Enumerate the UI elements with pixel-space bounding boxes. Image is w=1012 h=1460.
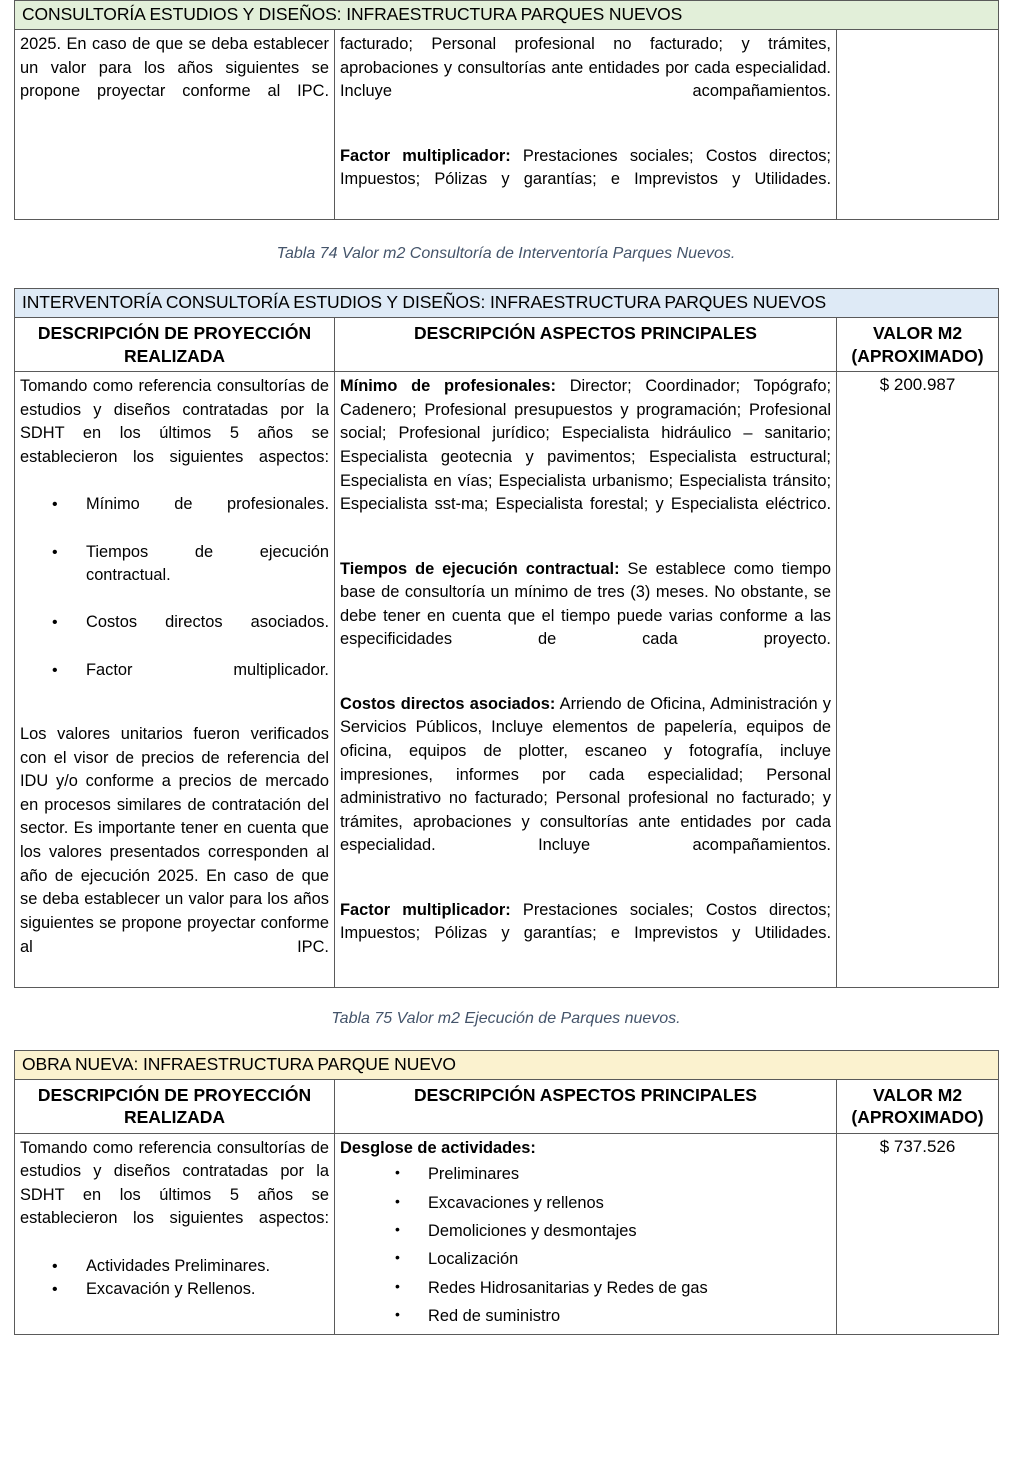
list-item	[340, 1217, 831, 1245]
spacer	[14, 263, 998, 288]
list-item-label: Factor multiplicador.	[86, 660, 329, 679]
table3-header-valor-m2	[837, 1079, 999, 1133]
table2-mid-paragraph-4	[340, 899, 831, 970]
table-row	[15, 1133, 999, 1335]
list-item-label: Preliminares	[428, 1165, 520, 1184]
table3-cell-valor-m2: $ 737.526	[837, 1133, 999, 1335]
table2-left-bullet-list	[20, 493, 329, 706]
table3-mid-heading-label: Desglose de actividades:	[340, 1138, 536, 1157]
header-line-2: REALIZADA	[123, 345, 226, 366]
table2-header-aspectos-principales: DESCRIPCIÓN ASPECTOS PRINCIPALES	[335, 318, 837, 372]
table2-mid-paragraph-1	[340, 375, 831, 540]
list-item	[340, 1245, 831, 1273]
spacer	[14, 220, 998, 245]
list-item-label: Costos directos asociados.	[86, 613, 329, 632]
table2-mid-paragraph-3	[340, 693, 831, 882]
table2-left-intro: Tomando como referencia consultorías de estudios y diseños contratadas por la SDHT en los últimos 5 años se establecieron los siguientes aspectos:	[20, 377, 329, 467]
table-row	[15, 30, 999, 220]
list-item-label: Demoliciones y desmontajes	[428, 1221, 637, 1240]
caption-tabla-74: Tabla 74 Valor m2 Consultoría de Interventoría Parques Nuevos.	[276, 245, 736, 263]
list-item	[340, 1160, 831, 1188]
list-item	[340, 1274, 831, 1302]
table1-banner-title: CONSULTORÍA ESTUDIOS Y DISEÑOS: INFRAESTRUCTURA PARQUES NUEVOS	[15, 1, 999, 30]
table2-mid-paragraph-4-label: Factor multiplicador:	[340, 900, 511, 919]
table2-left-closing: Los valores unitarios fueron verificados con el visor de precios de referencia del IDU y/o conforme a precios de mercado en procesos similares de contratación del sector. Es importante tener en cuenta que los valores presentados corresponden al año de ejecución 2025. En caso de que se deba establecer un valor para los años siguientes se propone proyectar conforme al IPC.	[20, 724, 329, 956]
table2-mid-paragraph-2	[340, 558, 831, 676]
list-item	[20, 1255, 329, 1279]
table2-mid-paragraph-1-label: Mínimo de profesionales:	[340, 377, 556, 396]
table2-header-descripcion-proyeccion	[15, 318, 335, 372]
list-item-label: Actividades Preliminares.	[86, 1256, 271, 1275]
table3-header-descripcion-proyeccion	[15, 1079, 335, 1133]
table-row	[15, 372, 999, 988]
list-item	[20, 1278, 329, 1302]
spacer	[14, 988, 998, 1010]
table3-cell-aspectos-principales	[335, 1133, 837, 1335]
table2-banner-title: INTERVENTORÍA CONSULTORÍA ESTUDIOS Y DISEÑOS: INFRAESTRUCTURA PARQUES NUEVOS	[15, 289, 999, 318]
list-item-label: Excavación y Rellenos.	[86, 1280, 256, 1299]
list-item	[20, 493, 329, 540]
list-item	[20, 659, 329, 706]
table3-mid-heading	[340, 1137, 831, 1161]
list-item	[20, 611, 329, 658]
table2-mid-paragraph-3-text: Arriendo de Oficina, Administración y Servicios Públicos, Incluye elementos de papelería, equipos de oficina, equipos de plotter, escaneo y fotografía, incluye impresiones, informes por cada especialidad; Personal administrativo no facturado; Personal profesional no facturado; y trámites, aprobaciones y consultorías ante entidades por cada especialidad. Incluye acompañamientos.	[340, 694, 832, 855]
table-obra-nueva	[14, 1050, 999, 1336]
table2-cell-aspectos-principales	[335, 372, 837, 988]
table-row-banner	[15, 1050, 999, 1079]
spacer	[14, 1028, 998, 1050]
list-item	[340, 1302, 831, 1330]
table1-cell-aspectos-principales	[335, 30, 837, 220]
header-line-2: (APROXIMADO)	[851, 1107, 984, 1128]
table2-mid-paragraph-3-label: Costos directos asociados:	[340, 694, 556, 713]
table-interventoria-consultoria	[14, 288, 999, 987]
table2-header-valor-m2	[837, 318, 999, 372]
table2-cell-descripcion-proyeccion	[15, 372, 335, 988]
table1-mid-paragraph-2-label: Factor multiplicador:	[340, 146, 511, 165]
list-item-label: Red de suministro	[428, 1307, 561, 1326]
table-row-header	[15, 318, 999, 372]
header-line-2: REALIZADA	[123, 1107, 226, 1128]
table1-mid-paragraph-2-text: Prestaciones sociales; Costos directos; Impuestos; Pólizas y garantías; e Imprevistos y Utilidades.	[340, 146, 831, 189]
header-line-1: DESCRIPCIÓN DE PROYECCIÓN	[37, 323, 312, 344]
table3-banner-title: OBRA NUEVA: INFRAESTRUCTURA PARQUE NUEVO	[15, 1050, 999, 1079]
table1-left-text: 2025. En caso de que se deba establecer un valor para los años siguientes se propone proyectar conforme al IPC.	[20, 35, 329, 101]
list-item	[340, 1189, 831, 1217]
list-item-label: Tiempos de ejecución contractual.	[86, 542, 329, 585]
list-item	[20, 541, 329, 612]
header-line-1: VALOR M2	[872, 323, 963, 344]
table2-mid-paragraph-4-text: Prestaciones sociales; Costos directos; Impuestos; Pólizas y garantías; e Imprevistos y Utilidades.	[340, 900, 831, 943]
table3-left-intro: Tomando como referencia consultorías de estudios y diseños contratadas por la SDHT en los últimos 5 años se establecieron los siguientes aspectos:	[20, 1138, 329, 1228]
header-line-2: (APROXIMADO)	[851, 345, 984, 366]
table3-left-bullet-list	[20, 1255, 329, 1302]
table2-cell-valor-m2: $ 200.987	[837, 372, 999, 988]
table1-mid-paragraph-2	[340, 145, 831, 216]
table1-cell-valor-m2	[837, 30, 999, 220]
list-item-label: Redes Hidrosanitarias y Redes de gas	[428, 1278, 708, 1297]
list-item-label: Excavaciones y rellenos	[428, 1193, 604, 1212]
list-item-label: Mínimo de profesionales.	[86, 495, 329, 514]
table-consultoria-estudios-disenos	[14, 0, 999, 220]
table3-cell-descripcion-proyeccion	[15, 1133, 335, 1335]
table1-mid-paragraph-1: facturado; Personal profesional no facturado; y trámites, aprobaciones y consultorías ante entidades por cada especialidad. Incluye acompañamientos.	[340, 35, 831, 101]
table2-mid-paragraph-2-label: Tiempos de ejecución contractual:	[340, 559, 620, 578]
header-line-1: VALOR M2	[872, 1084, 963, 1105]
table3-mid-bullet-list	[340, 1160, 831, 1330]
table-row-banner	[15, 1, 999, 30]
caption-tabla-75: Tabla 75 Valor m2 Ejecución de Parques nuevos.	[331, 1009, 681, 1027]
table-row-header	[15, 1079, 999, 1133]
table2-mid-paragraph-2-text: Se establece como tiempo base de consultoría un mínimo de tres (3) meses. No obstante, se debe tener en cuenta que el tiempo puede varias conforme a las especificidades de cada proyecto.	[340, 559, 831, 649]
table2-mid-paragraph-1-text: Director; Coordinador; Topógrafo; Cadenero; Profesional presupuestos y programación; Profesional social; Profesional jurídico; Especialista hidráulico – sanitario; Especialista geotecnia y pavimentos; Especialista estructural; Especialista en vías; Especialista urbanismo; Especialista tránsito; Especialista sst-ma; Especialista forestal; y Especialista eléctrico.	[340, 377, 831, 514]
list-item-label: Localización	[428, 1250, 519, 1269]
table1-cell-descripcion-proyeccion	[15, 30, 335, 220]
header-line-1: DESCRIPCIÓN DE PROYECCIÓN	[37, 1084, 312, 1105]
table-row-banner	[15, 289, 999, 318]
table3-header-aspectos-principales: DESCRIPCIÓN ASPECTOS PRINCIPALES	[335, 1079, 837, 1133]
